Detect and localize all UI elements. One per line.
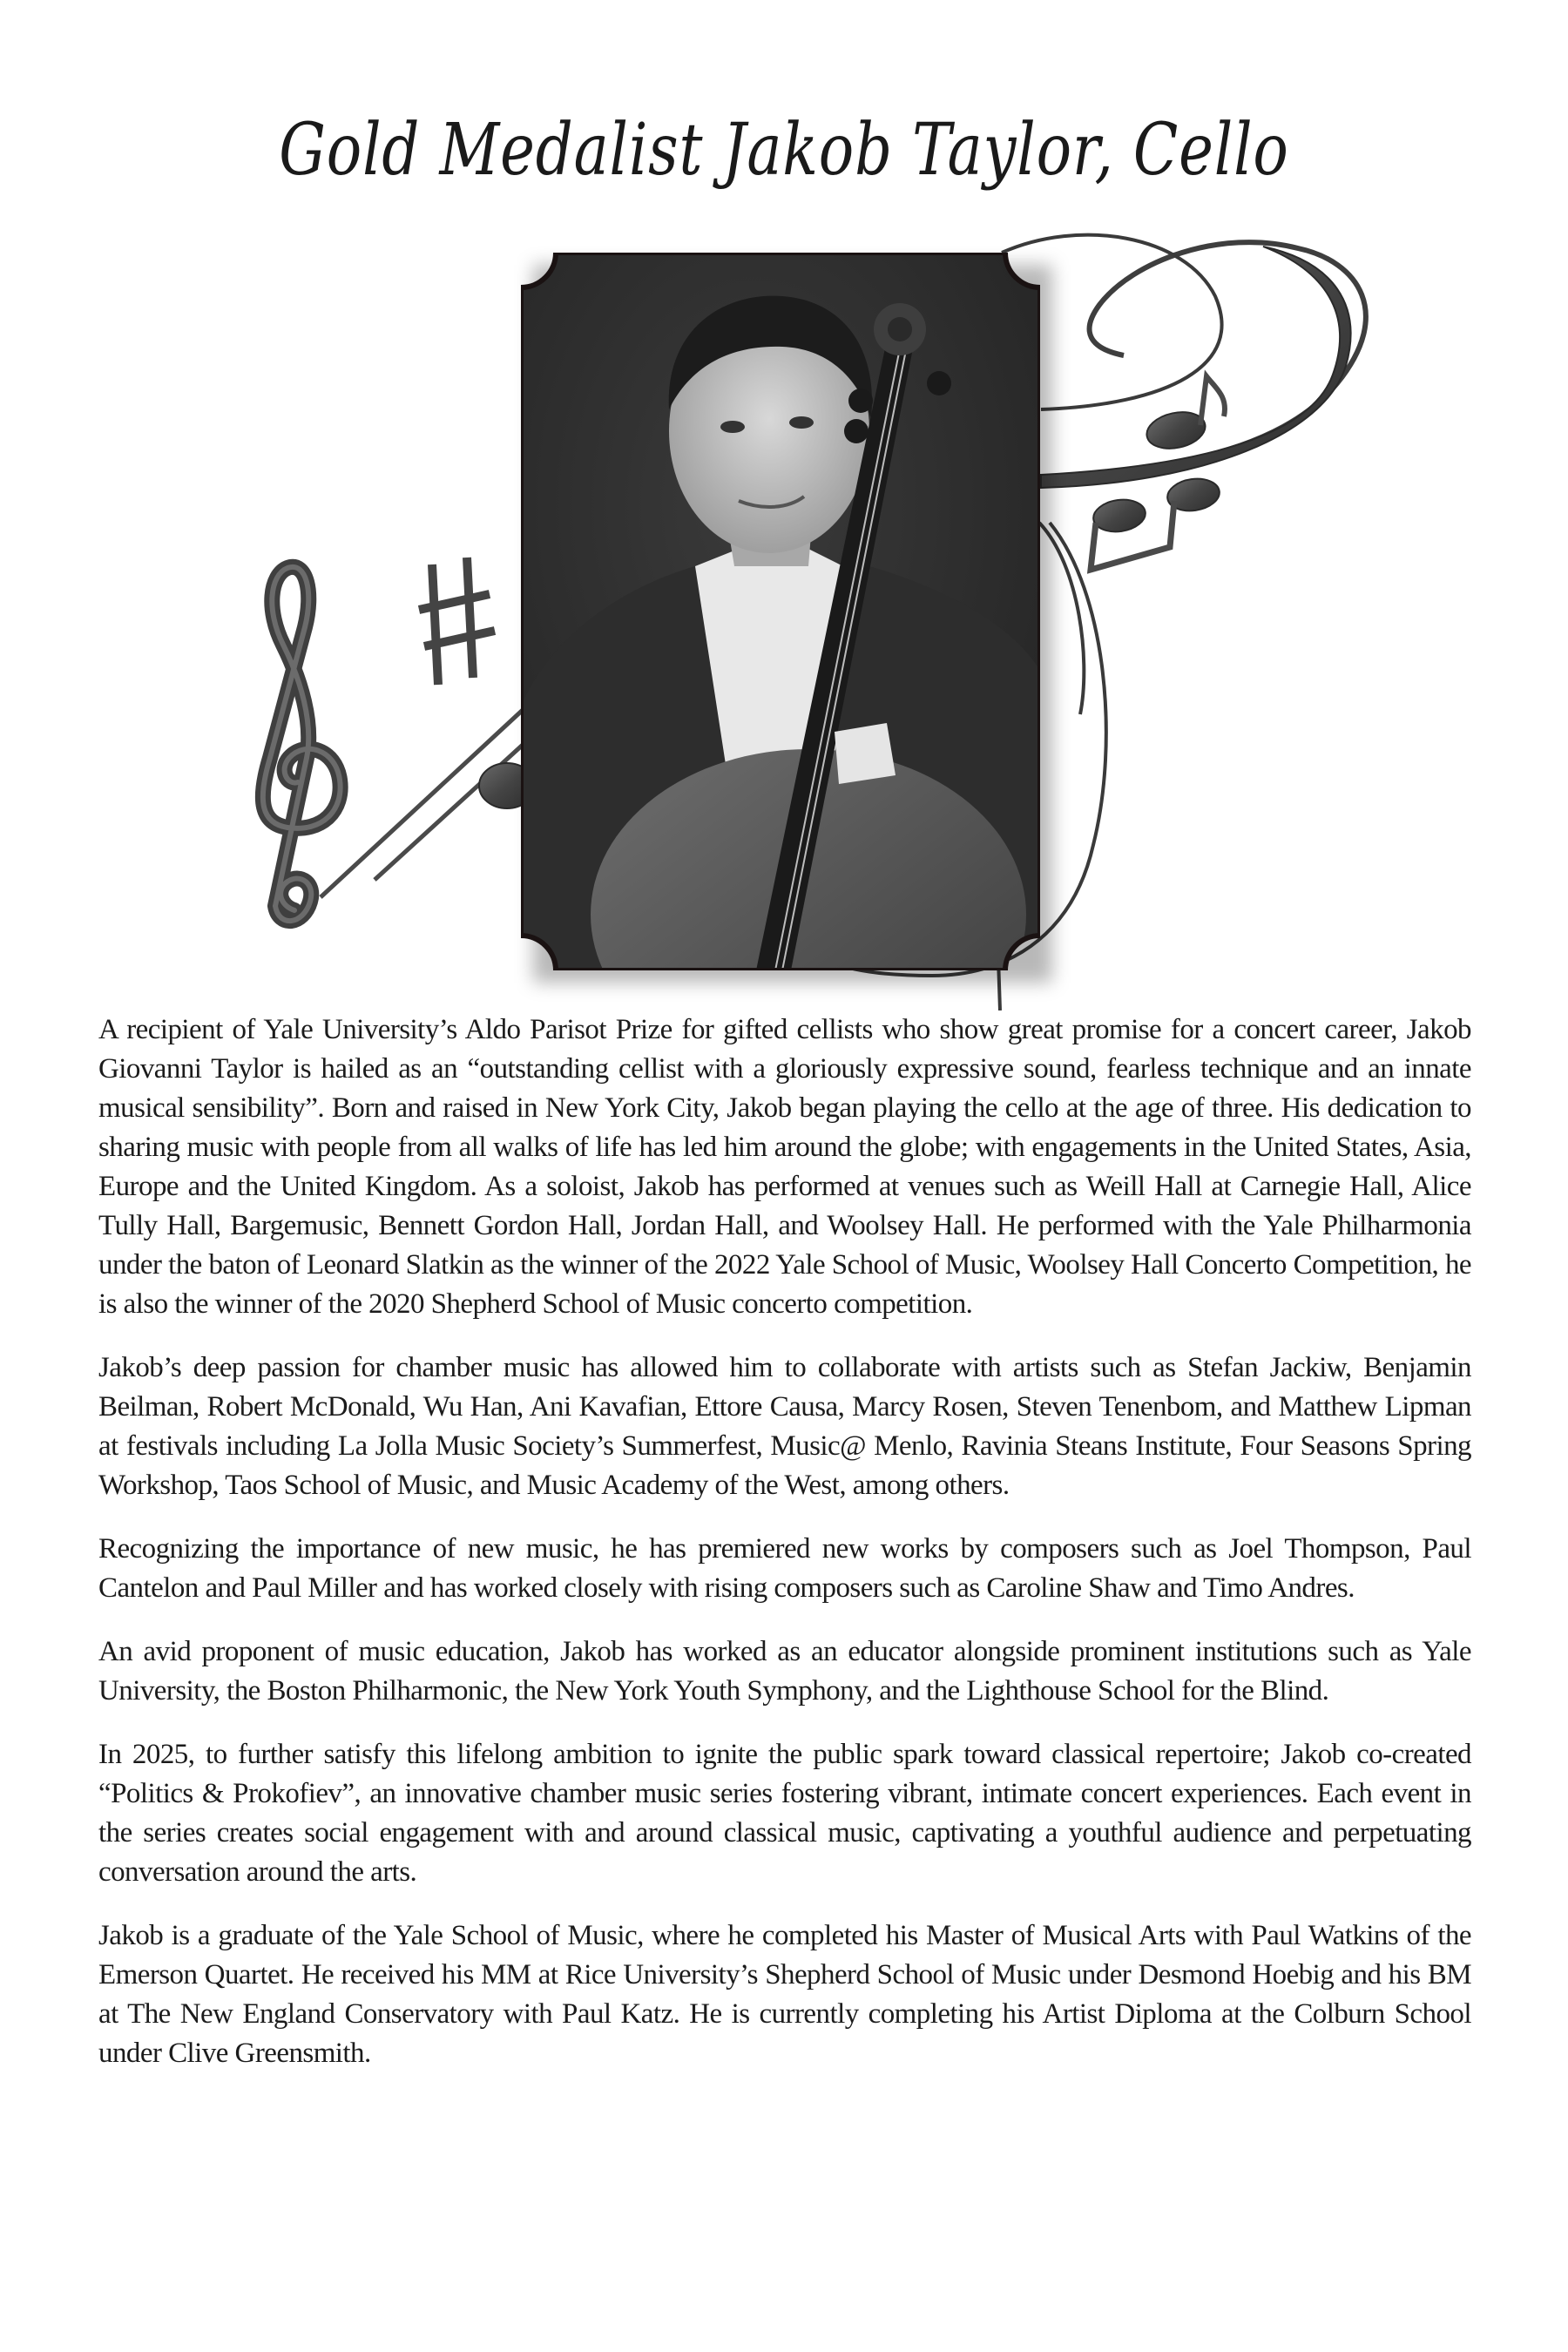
beamed-notes-icon: [1091, 476, 1221, 570]
bio-paragraph-5: In 2025, to further satisfy this lifelong ambition to ignite the public spark toward classical repertoire; Jakob co-created “Politics & Prokofiev”, an innovative chamber music series fostering vibrant, intimate concert experiences. Each event in the series creates social engagement with and around classical music, captivating a youthful audience and perpetuating conversation around the arts.: [98, 1739, 1471, 1888]
treble-clef-icon: [263, 567, 341, 921]
portrait-photo: [521, 253, 1040, 970]
eighth-note-icon: [1144, 376, 1225, 454]
portrait-photo-frame: [521, 253, 1040, 970]
sharp-icon: [419, 558, 495, 685]
bio-paragraph-6: Jakob is a graduate of the Yale School of Music, where he completed his Master of Musical Arts with Paul Watkins of the Emerson Quartet. He received his MM at Rice University’s Shepherd School of Music under Desmond Hoebig and his BM at The New England Conservatory with Paul Katz. He is currently completing his Artist Diploma at the Colburn School under Clive Greensmith.: [98, 1920, 1471, 2069]
biography: [98, 1010, 1471, 2098]
page-title: Gold Medalist Jakob Taylor, Cello: [279, 109, 1289, 192]
bio-paragraph-2: Jakob’s deep passion for chamber music has allowed him to collaborate with artists such as Stefan Jackiw, Benjamin Beilman, Robert McDonald, Wu Han, Ani Kavafian, Ettore Causa, Marcy Rosen, Steven Tenenbom, and Matthew Lipman at festivals including La Jolla Music Society’s Summerfest, Music@ Menlo, Ravinia Steans Institute, Four Seasons Spring Workshop, Taos School of Music, and Music Academy of the West, among others.: [98, 1352, 1471, 1501]
bio-paragraph-3: Recognizing the importance of new music, he has premiered new works by composers such as Joel Thompson, Paul Cantelon and Paul Miller and has worked closely with rising composers such as Caroline Shaw and Timo Andres.: [98, 1533, 1471, 1604]
note-stems-icon: [321, 710, 535, 897]
bio-paragraph-1: A recipient of Yale University’s Aldo Parisot Prize for gifted cellists who show great promise for a concert career, Jakob Giovanni Taylor is hailed as an “outstanding cellist with a gloriously expressive sound, fearless technique and an innate musical sensibility”. Born and raised in New York City, Jakob began playing the cello at the age of three. His dedication to sharing music with people from all walks of life has led him around the globe; with engagements in the United States, Asia, Europe and the United Kingdom. As a soloist, Jakob has performed at venues such as Weill Hall at Carnegie Hall, Alice Tully Hall, Bargemusic, Bennett Gordon Hall, Jordan Hall, and Woolsey Hall. He performed with the Yale Philharmonia under the baton of Leonard Slatkin as the winner of the 2022 Yale School of Music, Woolsey Hall Concerto Competition, he is also the winner of the 2020 Shepherd School of Music concerto competition.: [98, 1014, 1471, 1320]
bio-paragraph-4: An avid proponent of music education, Jakob has worked as an educator alongside prominent institutions such as Yale University, the Boston Philharmonic, the New York Youth Symphony, and the Lighthouse School for the Blind.: [98, 1636, 1471, 1707]
